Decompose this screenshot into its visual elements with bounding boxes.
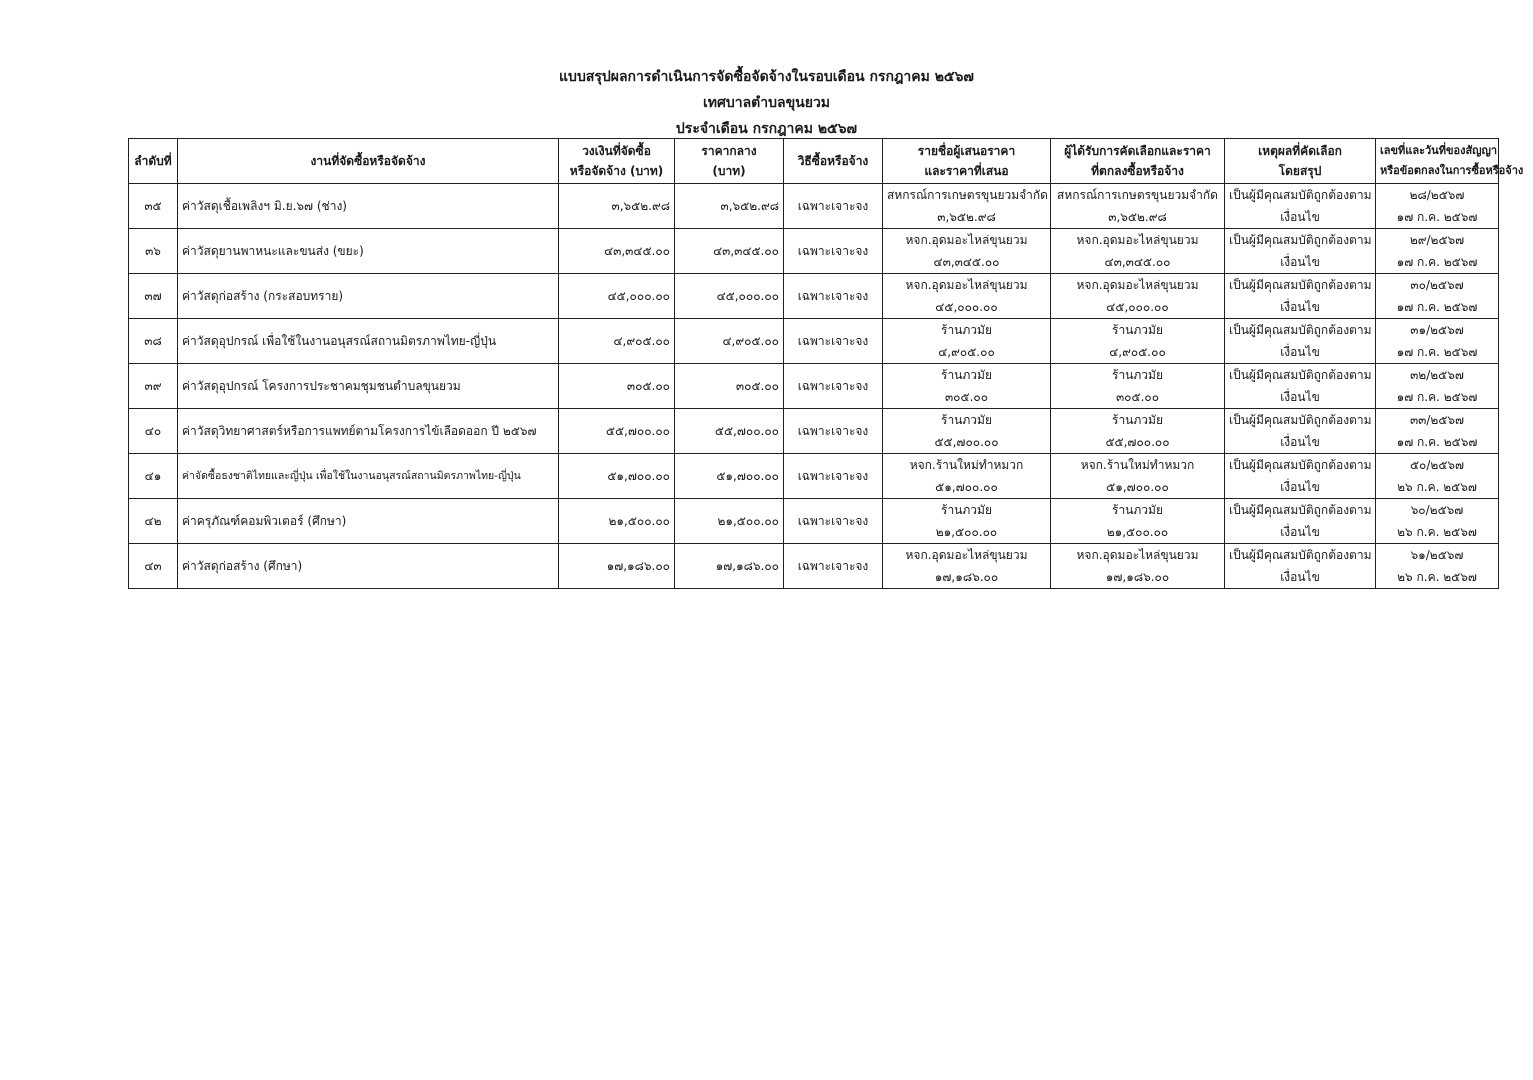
cell-number: ๓๘ [129,319,178,364]
cell-budget: ๓,๖๕๒.๙๘ [559,184,675,229]
cell-number: ๓๗ [129,274,178,319]
cell-item: ค่าวัสดุเชื้อเพลิงฯ มิ.ย.๖๗ (ช่าง) [178,184,559,229]
col-header-median-price: ราคากลาง (บาท) [675,139,784,184]
cell-bidder: ร้านภวมัย ๕๕,๗๐๐.๐๐ [883,409,1051,454]
cell-budget: ๓๐๕.๐๐ [559,364,675,409]
col-header-reason: เหตุผลที่คัดเลือก โดยสรุป [1225,139,1376,184]
cell-item: ค่าวัสดุยานพาหนะและขนส่ง (ขยะ) [178,229,559,274]
table-row [129,364,1499,409]
cell-method: เฉพาะเจาะจง [784,409,883,454]
cell-median-price: ๔๕,๐๐๐.๐๐ [675,274,784,319]
cell-method: เฉพาะเจาะจง [784,364,883,409]
cell-winner: หจก.อุดมอะไหล่ขุนยวม ๔๓,๓๔๕.๐๐ [1051,229,1225,274]
cell-winner: ร้านภวมัย ๒๑,๕๐๐.๐๐ [1051,499,1225,544]
table-row [129,229,1499,274]
cell-item: ค่าวัสดุก่อสร้าง (กระสอบทราย) [178,274,559,319]
cell-contract: ๒๘/๒๕๖๗ ๑๗ ก.ค. ๒๕๖๗ [1376,184,1499,229]
cell-bidder: หจก.อุดมอะไหล่ขุนยวม ๔๓,๓๔๕.๐๐ [883,229,1051,274]
cell-item: ค่าวัสดุอุปกรณ์ เพื่อใช้ในงานอนุสรณ์สถานมิตรภาพไทย-ญี่ปุ่น [178,319,559,364]
table-row [129,319,1499,364]
cell-method: เฉพาะเจาะจง [784,229,883,274]
cell-budget: ๔๓,๓๔๕.๐๐ [559,229,675,274]
document-header [0,64,1533,142]
report-period: ประจำเดือน กรกฎาคม ๒๕๖๗ [675,121,858,137]
cell-winner: สหกรณ์การเกษตรขุนยวมจำกัด ๓,๖๕๒.๙๘ [1051,184,1225,229]
cell-reason: เป็นผู้มีคุณสมบัติถูกต้องตาม เงื่อนไข [1225,229,1376,274]
cell-median-price: ๑๗,๑๘๖.๐๐ [675,544,784,589]
cell-budget: ๒๑,๕๐๐.๐๐ [559,499,675,544]
cell-budget: ๔,๙๐๕.๐๐ [559,319,675,364]
cell-item: ค่าวัสดุอุปกรณ์ โครงการประชาคมชุมชนตำบลขุนยวม [178,364,559,409]
cell-median-price: ๔๓,๓๔๕.๐๐ [675,229,784,274]
cell-winner: ร้านภวมัย ๔,๙๐๕.๐๐ [1051,319,1225,364]
col-header-budget: วงเงินที่จัดซื้อ หรือจัดจ้าง (บาท) [559,139,675,184]
cell-budget: ๕๕,๗๐๐.๐๐ [559,409,675,454]
col-header-method: วิธีซื้อหรือจ้าง [784,139,883,184]
cell-number: ๓๖ [129,229,178,274]
cell-reason: เป็นผู้มีคุณสมบัติถูกต้องตาม เงื่อนไข [1225,184,1376,229]
cell-reason: เป็นผู้มีคุณสมบัติถูกต้องตาม เงื่อนไข [1225,274,1376,319]
cell-number: ๔๑ [129,454,178,499]
cell-number: ๓๙ [129,364,178,409]
cell-bidder: สหกรณ์การเกษตรขุนยวมจำกัด ๓,๖๕๒.๙๘ [883,184,1051,229]
cell-item: ค่าจัดซื้อธงชาติไทยและญี่ปุ่น เพื่อใช้ในงานอนุสรณ์สถานมิตรภาพไทย-ญี่ปุ่น [178,454,559,499]
cell-winner: ร้านภวมัย ๓๐๕.๐๐ [1051,364,1225,409]
cell-reason: เป็นผู้มีคุณสมบัติถูกต้องตาม เงื่อนไข [1225,409,1376,454]
col-header-bidders: รายชื่อผู้เสนอราคา และราคาที่เสนอ [883,139,1051,184]
cell-budget: ๕๑,๗๐๐.๐๐ [559,454,675,499]
cell-bidder: หจก.อุดมอะไหล่ขุนยวม ๔๕,๐๐๐.๐๐ [883,274,1051,319]
cell-method: เฉพาะเจาะจง [784,184,883,229]
cell-reason: เป็นผู้มีคุณสมบัติถูกต้องตาม เงื่อนไข [1225,364,1376,409]
cell-contract: ๓๑/๒๕๖๗ ๑๗ ก.ค. ๒๕๖๗ [1376,319,1499,364]
organization-name: เทศบาลตำบลขุนยวม [702,95,831,111]
cell-median-price: ๓๐๕.๐๐ [675,364,784,409]
procurement-table [128,138,1524,589]
cell-contract: ๓๐/๒๕๖๗ ๑๗ ก.ค. ๒๕๖๗ [1376,274,1499,319]
col-header-number: ลำดับที่ [129,139,178,184]
cell-bidder: หจก.อุดมอะไหล่ขุนยวม ๑๗,๑๘๖.๐๐ [883,544,1051,589]
cell-budget: ๔๕,๐๐๐.๐๐ [559,274,675,319]
cell-contract: ๖๐/๒๕๖๗ ๒๖ ก.ค. ๒๕๖๗ [1376,499,1499,544]
cell-number: ๓๕ [129,184,178,229]
table-body [129,184,1499,589]
header-row [129,139,1499,184]
cell-bidder: ร้านภวมัย ๓๐๕.๐๐ [883,364,1051,409]
cell-item: ค่าวัสดุก่อสร้าง (ศึกษา) [178,544,559,589]
cell-contract: ๖๑/๒๕๖๗ ๒๖ ก.ค. ๒๕๖๗ [1376,544,1499,589]
cell-winner: หจก.อุดมอะไหล่ขุนยวม ๑๗,๑๘๖.๐๐ [1051,544,1225,589]
table-row [129,409,1499,454]
col-header-contract: เลขที่และวันที่ของสัญญา หรือข้อตกลงในการซื้อหรือจ้าง [1376,139,1499,184]
cell-contract: ๓๒/๒๕๖๗ ๑๗ ก.ค. ๒๕๖๗ [1376,364,1499,409]
cell-reason: เป็นผู้มีคุณสมบัติถูกต้องตาม เงื่อนไข [1225,499,1376,544]
table-header [129,139,1524,184]
cell-method: เฉพาะเจาะจง [784,319,883,364]
cell-method: เฉพาะเจาะจง [784,454,883,499]
cell-median-price: ๕๑,๗๐๐.๐๐ [675,454,784,499]
cell-contract: ๓๓/๒๕๖๗ ๑๗ ก.ค. ๒๕๖๗ [1376,409,1499,454]
table-row [129,184,1499,229]
table-row [129,544,1499,589]
cell-median-price: ๓,๖๕๒.๙๘ [675,184,784,229]
cell-bidder: ร้านภวมัย ๔,๙๐๕.๐๐ [883,319,1051,364]
table-row [129,499,1499,544]
cell-reason: เป็นผู้มีคุณสมบัติถูกต้องตาม เงื่อนไข [1225,544,1376,589]
cell-winner: หจก.ร้านใหม่ทำหมวก ๕๑,๗๐๐.๐๐ [1051,454,1225,499]
cell-item: ค่าวัสดุวิทยาศาสตร์หรือการแพทย์ตามโครงการไข้เลือดออก ปี ๒๕๖๗ [178,409,559,454]
cell-median-price: ๔,๙๐๕.๐๐ [675,319,784,364]
cell-reason: เป็นผู้มีคุณสมบัติถูกต้องตาม เงื่อนไข [1225,454,1376,499]
cell-method: เฉพาะเจาะจง [784,544,883,589]
report-title: แบบสรุปผลการดำเนินการจัดซื้อจัดจ้างในรอบเดือน กรกฎาคม ๒๕๖๗ [559,69,974,85]
cell-winner: หจก.อุดมอะไหล่ขุนยวม ๔๕,๐๐๐.๐๐ [1051,274,1225,319]
cell-bidder: หจก.ร้านใหม่ทำหมวก ๕๑,๗๐๐.๐๐ [883,454,1051,499]
cell-winner: ร้านภวมัย ๕๕,๗๐๐.๐๐ [1051,409,1225,454]
cell-number: ๔๓ [129,544,178,589]
cell-median-price: ๕๕,๗๐๐.๐๐ [675,409,784,454]
col-header-item: งานที่จัดซื้อหรือจัดจ้าง [178,139,559,184]
cell-median-price: ๒๑,๕๐๐.๐๐ [675,499,784,544]
cell-method: เฉพาะเจาะจง [784,499,883,544]
cell-number: ๔๐ [129,409,178,454]
cell-method: เฉพาะเจาะจง [784,274,883,319]
table-row [129,454,1499,499]
cell-contract: ๒๙/๒๕๖๗ ๑๗ ก.ค. ๒๕๖๗ [1376,229,1499,274]
cell-item: ค่าครุภัณฑ์คอมพิวเตอร์ (ศึกษา) [178,499,559,544]
cell-bidder: ร้านภวมัย ๒๑,๕๐๐.๐๐ [883,499,1051,544]
cell-budget: ๑๗,๑๘๖.๐๐ [559,544,675,589]
table-row [129,274,1499,319]
cell-number: ๔๒ [129,499,178,544]
col-header-selected: ผู้ได้รับการคัดเลือกและราคา ที่ตกลงซื้อหรือจ้าง [1051,139,1225,184]
cell-reason: เป็นผู้มีคุณสมบัติถูกต้องตาม เงื่อนไข [1225,319,1376,364]
cell-contract: ๕๐/๒๕๖๗ ๒๖ ก.ค. ๒๕๖๗ [1376,454,1499,499]
